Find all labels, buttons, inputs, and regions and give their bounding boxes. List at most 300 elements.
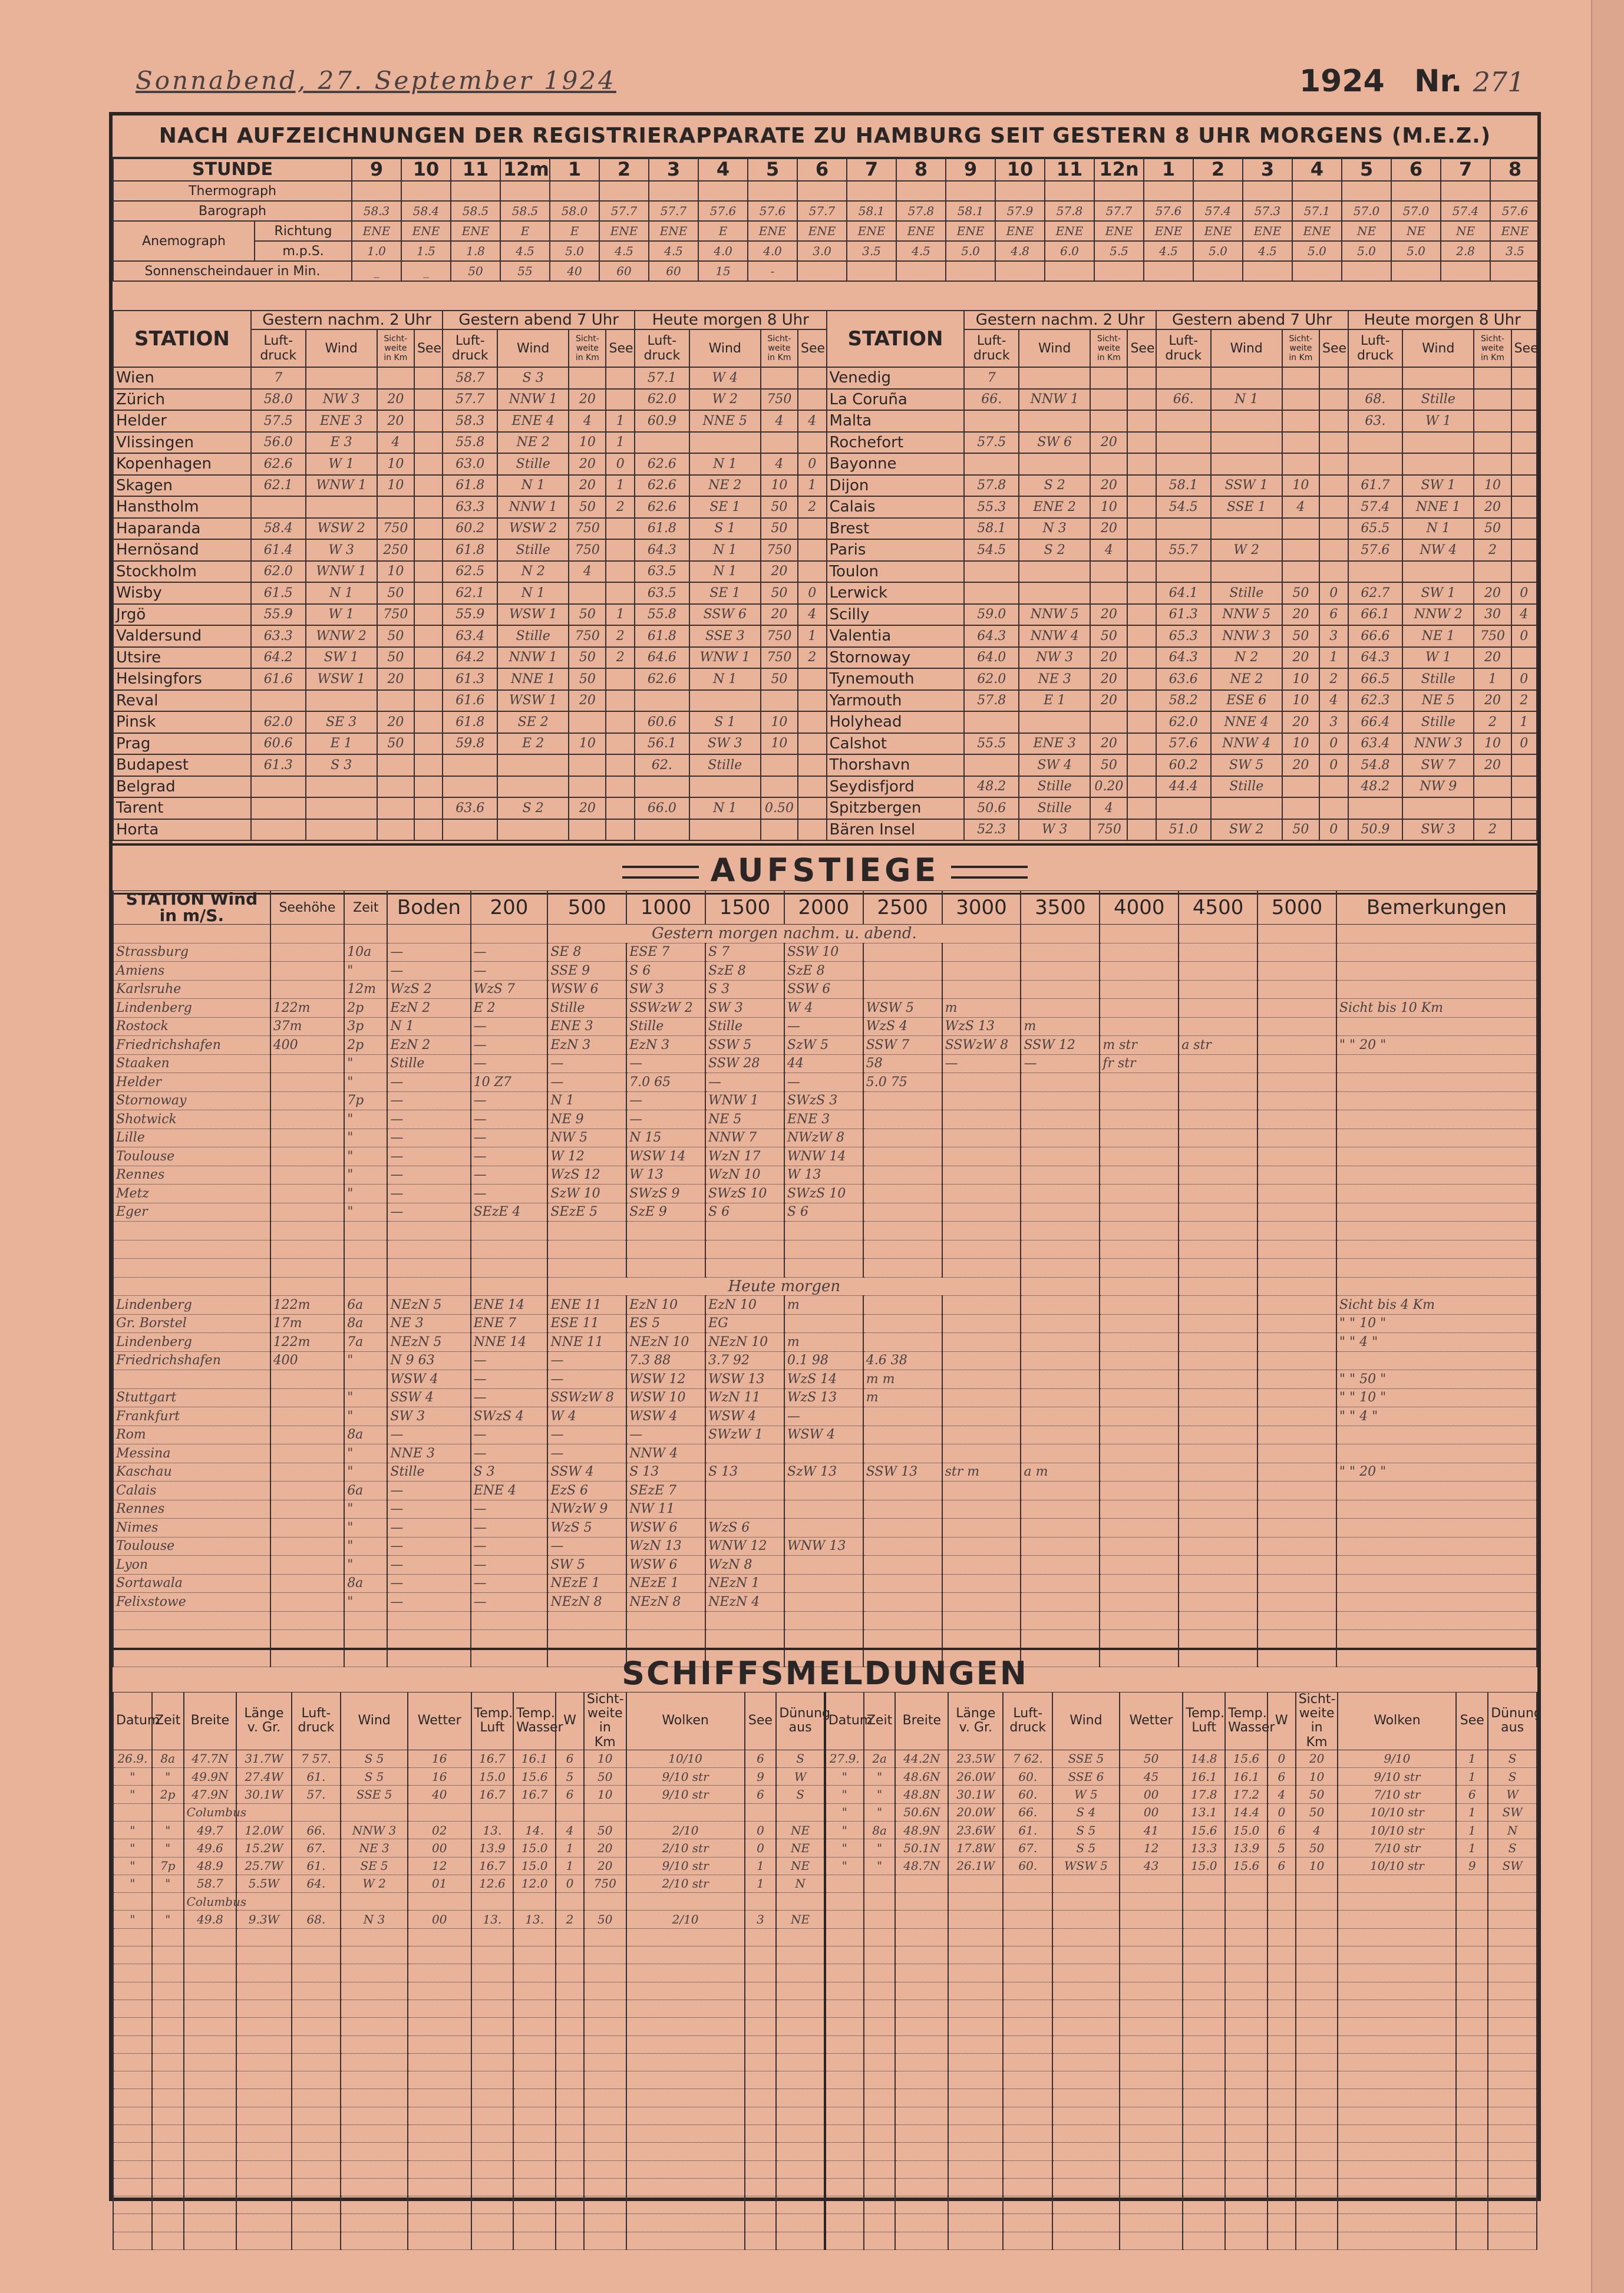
station-value	[414, 496, 443, 518]
ascent-value	[1021, 1388, 1100, 1407]
ship-row	[113, 1750, 1537, 1767]
ship-value: 13.9	[471, 1839, 514, 1857]
station-value: SW 6	[1019, 432, 1090, 454]
ascent-cell	[705, 1611, 784, 1630]
ascent-value	[1179, 980, 1257, 999]
ascent-value: —	[626, 1091, 705, 1110]
ship-cell	[745, 2160, 777, 2178]
ship-value: 15.2W	[236, 1839, 291, 1857]
ship-value: 26.9.	[113, 1750, 152, 1767]
ascent-value	[1021, 1333, 1100, 1352]
ship-cell	[864, 2124, 896, 2142]
ship-cell	[1488, 2018, 1537, 2035]
ship-value: 9/10 str	[626, 1786, 745, 1803]
ship-value	[1296, 1911, 1338, 1928]
ship-cell	[1225, 2107, 1267, 2124]
ship-value: 61.	[1003, 1821, 1052, 1839]
hour-cell: 11	[1045, 157, 1094, 181]
station-value: 750	[1474, 625, 1511, 647]
ship-cell	[745, 2035, 777, 2053]
ship-cell	[1338, 2053, 1456, 2071]
ship-cell	[1052, 2018, 1120, 2035]
richtung-cell: E	[698, 221, 748, 241]
station-name: Tarent	[113, 797, 251, 819]
station-value: NNW 3	[1211, 625, 1282, 647]
station-value: 50	[377, 647, 414, 669]
station-value	[798, 518, 826, 540]
station-value: 20	[1090, 668, 1127, 690]
ship-value	[1183, 1875, 1225, 1892]
ascent-cell	[626, 1240, 705, 1259]
ship-value: SW	[1488, 1857, 1537, 1875]
ship-cell	[152, 2089, 184, 2107]
ship-cell	[1338, 2107, 1456, 2124]
ship-value: NE	[776, 1821, 825, 1839]
station-value: 20	[1282, 711, 1319, 733]
ascent-value	[270, 1444, 345, 1463]
ship-value: "	[825, 1786, 864, 1803]
ship-value: 00	[408, 1839, 471, 1857]
sunshine-cell	[1441, 261, 1490, 281]
station-value: 1	[798, 625, 826, 647]
ascent-value	[1100, 1296, 1179, 1315]
station-value	[414, 733, 443, 755]
station-value	[635, 432, 689, 454]
station-value: 1	[1474, 668, 1511, 690]
station-value	[251, 819, 306, 841]
ship-cell	[113, 2143, 152, 2160]
ascent-value	[863, 1203, 942, 1222]
ship-cell	[1456, 1964, 1488, 1982]
station-name: Helsingfors	[113, 668, 251, 690]
ascent-value	[1257, 1370, 1336, 1389]
station-value	[1019, 410, 1090, 432]
station-value: 63.4	[443, 625, 497, 647]
ship-value: 10/10	[626, 1750, 745, 1767]
ascent-value: NEzN 10	[705, 1333, 784, 1352]
ship-cell	[948, 2035, 1003, 2053]
ascent-value: SzW 5	[784, 1036, 863, 1055]
ship-cell	[408, 2178, 471, 2196]
ascent-value	[784, 1574, 863, 1593]
station-name: Lerwick	[827, 582, 965, 604]
ascent-value	[863, 1147, 942, 1166]
ascent-value: " " 4 "	[1336, 1407, 1537, 1426]
ship-value: 9/10 str	[626, 1768, 745, 1786]
ascent-value	[270, 1574, 345, 1593]
sunshine-cell: 50	[451, 261, 500, 281]
ascent-row	[113, 1017, 1537, 1036]
ship-cell	[626, 2089, 745, 2107]
ship-cell	[556, 1946, 584, 1964]
ascent-value	[942, 1537, 1021, 1556]
station-value: 61.3	[443, 668, 497, 690]
station-name: Paris	[827, 539, 965, 561]
ascent-value: " " 10 "	[1336, 1314, 1537, 1333]
ship-value	[1120, 1875, 1183, 1892]
ship-value: 1	[1456, 1839, 1488, 1857]
ship-cell	[152, 2196, 184, 2214]
sub-header-see: See	[606, 329, 635, 367]
ascent-value	[942, 1407, 1021, 1426]
station-value: ENE 4	[497, 410, 569, 432]
ship-cell	[1225, 2018, 1267, 2035]
mps-row	[113, 241, 1540, 261]
ascent-cell	[547, 1630, 626, 1649]
station-row	[113, 475, 1537, 497]
ship-value: 00	[1120, 1786, 1183, 1803]
station-value	[1019, 367, 1090, 389]
station-observations-table	[113, 310, 1537, 841]
ship-cell	[1183, 2160, 1225, 2178]
ascent-value: 7.3 88	[626, 1351, 705, 1370]
ascent-value: 37m	[270, 1017, 345, 1036]
ship-cell	[626, 2178, 745, 2196]
station-name: Pinsk	[113, 711, 251, 733]
ascent-station: Amiens	[113, 962, 270, 981]
ship-cell	[1120, 2018, 1183, 2035]
station-value	[1127, 733, 1156, 755]
ascent-value	[1100, 1482, 1179, 1500]
ship-cell	[776, 2160, 825, 2178]
ship-value	[1003, 1911, 1052, 1928]
station-value: 10	[569, 733, 606, 755]
ship-cell	[864, 1928, 896, 1946]
ascent-value	[1257, 1296, 1336, 1315]
sunshine-cell: 60	[649, 261, 698, 281]
ship-cell	[1267, 2089, 1296, 2107]
ascent-value: WSW 13	[705, 1370, 784, 1389]
ship-value	[1120, 1893, 1183, 1911]
ascent-value	[1021, 1185, 1100, 1203]
station-value: SSE 1	[1211, 496, 1282, 518]
ascent-value	[1100, 999, 1179, 1018]
ship-value: "	[152, 1911, 184, 1928]
ship-cell	[341, 2160, 408, 2178]
ship-value: SSE 5	[1052, 1750, 1120, 1767]
ship-cell	[184, 2160, 237, 2178]
station-name: Belgrad	[113, 776, 251, 798]
ship-value: 15.0	[1183, 1857, 1225, 1875]
ship-value: SE 5	[341, 1857, 408, 1875]
ascent-value	[270, 1054, 345, 1073]
ship-blank-row	[113, 2035, 1537, 2053]
ascent-value	[1336, 1110, 1537, 1129]
ascent-value	[270, 1426, 345, 1444]
sub-header-wind: Wind	[689, 329, 761, 367]
ship-cell	[184, 2089, 237, 2107]
ascent-station: Stornoway	[113, 1091, 270, 1110]
station-value: 50	[761, 582, 798, 604]
ship-cell	[1267, 2053, 1296, 2071]
station-value: 1	[606, 432, 635, 454]
station-value: NW 3	[306, 389, 377, 411]
station-value: E 3	[306, 432, 377, 454]
ship-cell	[1296, 2089, 1338, 2107]
station-value: 0	[1319, 733, 1348, 755]
ascent-value	[1257, 1185, 1336, 1203]
ascent-value: SE 8	[547, 943, 626, 962]
hour-cell: 8	[1490, 157, 1540, 181]
barograph-cell: 57.9	[995, 201, 1045, 221]
barograph-cell: 57.7	[797, 201, 847, 221]
ascent-value: a m	[1021, 1463, 1100, 1482]
ascents-table	[113, 890, 1537, 1667]
station-value: 20	[1090, 604, 1127, 626]
ship-cell	[1003, 1964, 1052, 1982]
ship-value: W 2	[341, 1875, 408, 1892]
ascent-value: WzN 10	[705, 1166, 784, 1185]
ship-value: 50	[1120, 1750, 1183, 1767]
ascent-value: WzS 7	[471, 980, 548, 999]
station-value: 4	[1090, 539, 1127, 561]
ship-cell	[864, 2160, 896, 2178]
ship-cell	[471, 2053, 514, 2071]
ascent-value: WNW 12	[705, 1537, 784, 1556]
ship-cell	[1338, 1982, 1456, 2000]
ascent-value	[1179, 1147, 1257, 1166]
ascent-value: m	[863, 1388, 942, 1407]
ship-cell	[341, 1946, 408, 1964]
ascent-value	[863, 1129, 942, 1147]
ship-value: 5	[1267, 1839, 1296, 1857]
ascent-value	[1336, 1054, 1537, 1073]
ascent-station	[113, 1370, 270, 1389]
ship-value: 66.	[1003, 1803, 1052, 1821]
ship-band	[113, 1648, 1537, 1694]
ship-value	[626, 1893, 745, 1911]
station-value: 6	[1319, 604, 1348, 626]
ascent-value	[1179, 1537, 1257, 1556]
ship-cell	[745, 2053, 777, 2071]
station-value	[1127, 797, 1156, 819]
ascent-value	[1100, 1166, 1179, 1185]
ascent-value: 400	[270, 1036, 345, 1055]
station-value	[497, 754, 569, 776]
ship-value: Columbus	[184, 1803, 237, 1821]
station-value: 30	[1474, 604, 1511, 626]
ship-value	[584, 1893, 626, 1911]
ship-cell	[152, 2178, 184, 2196]
ship-value: WSW 5	[1052, 1857, 1120, 1875]
ascent-value: EzN 3	[547, 1036, 626, 1055]
ascent-value	[1179, 1426, 1257, 1444]
ship-cell	[948, 2214, 1003, 2232]
ship-cell	[152, 2053, 184, 2071]
station-value	[497, 819, 569, 841]
ascent-value	[1257, 1444, 1336, 1463]
station-value: 50	[1282, 582, 1319, 604]
ship-value: N	[776, 1875, 825, 1892]
station-value	[798, 367, 826, 389]
station-value	[1127, 432, 1156, 454]
ascent-value	[1021, 1110, 1100, 1129]
ship-cell	[1488, 2124, 1537, 2142]
ascent-value	[942, 943, 1021, 962]
ascent-cell	[1336, 1630, 1537, 1649]
richtung-cell: ENE	[352, 221, 401, 241]
ascent-value	[1257, 1519, 1336, 1538]
page-number	[1414, 64, 1524, 99]
ship-cell	[825, 2035, 864, 2053]
ascent-value: SEzE 5	[547, 1203, 626, 1222]
ascent-cell	[942, 1611, 1021, 1630]
ascent-row	[113, 1036, 1537, 1055]
ascent-value: EzN 3	[626, 1036, 705, 1055]
richtung-cell: ENE	[1490, 221, 1540, 241]
ship-cell	[825, 2089, 864, 2107]
station-name: Budapest	[113, 754, 251, 776]
ascent-value	[1021, 1407, 1100, 1426]
station-value	[635, 776, 689, 798]
station-value: 61.5	[251, 582, 306, 604]
ascent-value: 7.0 65	[626, 1073, 705, 1092]
station-value: WSW 1	[306, 668, 377, 690]
ascent-value	[863, 1426, 942, 1444]
station-value: SSE 3	[689, 625, 761, 647]
ship-cell	[584, 2071, 626, 2089]
station-value	[798, 561, 826, 583]
ascent-value	[270, 1073, 345, 1092]
ship-cell	[1120, 2232, 1183, 2249]
ascent-value	[1257, 1017, 1336, 1036]
ship-value: 1	[745, 1857, 777, 1875]
ascent-value: SW 3	[705, 999, 784, 1018]
hour-cell: 4	[1292, 157, 1342, 181]
ship-cell	[948, 2000, 1003, 2017]
station-value: 50	[761, 518, 798, 540]
ship-cell	[1183, 2143, 1225, 2160]
station-value	[1319, 432, 1348, 454]
ship-cell	[895, 2232, 948, 2249]
station-value: 50	[1090, 625, 1127, 647]
ship-cell	[513, 2000, 556, 2017]
ship-cell	[1225, 2160, 1267, 2178]
ship-cell	[1225, 2196, 1267, 2214]
ascent-value: —	[387, 1556, 470, 1575]
ascent-value	[942, 1203, 1021, 1222]
ascent-value: SSW 10	[784, 943, 863, 962]
ascent-value: " " 4 "	[1336, 1333, 1537, 1352]
station-value: 56.0	[251, 432, 306, 454]
station-name: Hanstholm	[113, 496, 251, 518]
station-row	[113, 367, 1537, 389]
ascent-cell	[1100, 1240, 1179, 1259]
ascent-value: S 13	[626, 1463, 705, 1482]
ship-value: "	[825, 1821, 864, 1839]
ship-value: S	[1488, 1839, 1537, 1857]
time-group-header: Heute morgen 8 Uhr	[1348, 311, 1537, 329]
sunshine-cell	[1292, 261, 1342, 281]
station-value	[689, 819, 761, 841]
ascent-value	[1179, 1500, 1257, 1519]
ascent-value: WzN 11	[705, 1388, 784, 1407]
ship-reports-title: SCHIFFSMELDUNGEN	[622, 1655, 1028, 1692]
ascent-value: NE 9	[547, 1110, 626, 1129]
station-value: 50	[1090, 754, 1127, 776]
station-name: Dijon	[827, 475, 965, 497]
ship-value: "	[864, 1803, 896, 1821]
ship-cell	[745, 1946, 777, 1964]
ascent-value: " " 10 "	[1336, 1388, 1537, 1407]
ship-cell	[1052, 2196, 1120, 2214]
station-row	[113, 733, 1537, 755]
station-value: 63.5	[635, 582, 689, 604]
barograph-cell: 57.4	[1193, 201, 1243, 221]
barograph-cell: 57.6	[1144, 201, 1193, 221]
station-value	[964, 561, 1019, 583]
ascent-cell	[705, 1240, 784, 1259]
station-value	[606, 776, 635, 798]
ship-column-header: W	[1267, 1692, 1296, 1750]
thermograph-cell	[1243, 181, 1292, 201]
ascent-value	[1100, 1519, 1179, 1538]
ship-blank-row	[113, 2178, 1537, 2196]
station-value: NNE 1	[497, 668, 569, 690]
station-value: S 1	[689, 711, 761, 733]
sub-header-sicht: Sicht-weite in Km	[761, 329, 798, 367]
ascent-value: " " 20 "	[1336, 1463, 1537, 1482]
ship-value: "	[864, 1839, 896, 1857]
station-row	[113, 819, 1537, 841]
mps-cell: 4.5	[500, 241, 550, 261]
ship-value: 16.7	[471, 1750, 514, 1767]
ship-cell	[626, 1982, 745, 2000]
ascent-value: SWzW 1	[705, 1426, 784, 1444]
ascent-value: —	[471, 1166, 548, 1185]
ship-value: 2p	[152, 1786, 184, 1803]
station-value: W 2	[1211, 539, 1282, 561]
station-value: 4	[761, 453, 798, 475]
ascent-value: —	[471, 1351, 548, 1370]
ascent-value: SEzE 7	[626, 1482, 705, 1500]
ascent-value: —	[547, 1537, 626, 1556]
ship-cell	[408, 2232, 471, 2249]
station-value: 61.6	[251, 668, 306, 690]
ship-cell	[626, 2071, 745, 2089]
ascent-value	[1179, 1054, 1257, 1073]
station-value: N 1	[689, 668, 761, 690]
ascent-cell	[626, 1611, 705, 1630]
hour-cell: 9	[352, 157, 401, 181]
ship-value: 9/10	[1338, 1750, 1456, 1767]
ascent-value: —	[387, 1537, 470, 1556]
ascents-header-row	[113, 891, 1537, 925]
station-value: 4	[761, 410, 798, 432]
ship-value: 10/10 str	[1338, 1857, 1456, 1875]
station-value: N 1	[1402, 518, 1474, 540]
ship-value: 1	[556, 1839, 584, 1857]
station-value: 10	[761, 733, 798, 755]
ship-value: 7/10 str	[1338, 1839, 1456, 1857]
ascent-cell	[1100, 1222, 1179, 1240]
station-value	[1019, 711, 1090, 733]
station-value: N 3	[1019, 518, 1090, 540]
station-value	[1511, 647, 1537, 669]
ship-cell	[1183, 2178, 1225, 2196]
station-value	[1019, 582, 1090, 604]
ascent-value	[270, 1185, 345, 1203]
ship-value: 30.1W	[948, 1786, 1003, 1803]
ship-cell	[864, 2143, 896, 2160]
anemograph-label: Anemograph	[113, 221, 255, 261]
station-value	[798, 797, 826, 819]
ship-cell	[626, 2196, 745, 2214]
station-value	[761, 819, 798, 841]
ship-value: 66.	[292, 1821, 341, 1839]
station-value	[1127, 496, 1156, 518]
ascent-station: Lindenberg	[113, 999, 270, 1018]
